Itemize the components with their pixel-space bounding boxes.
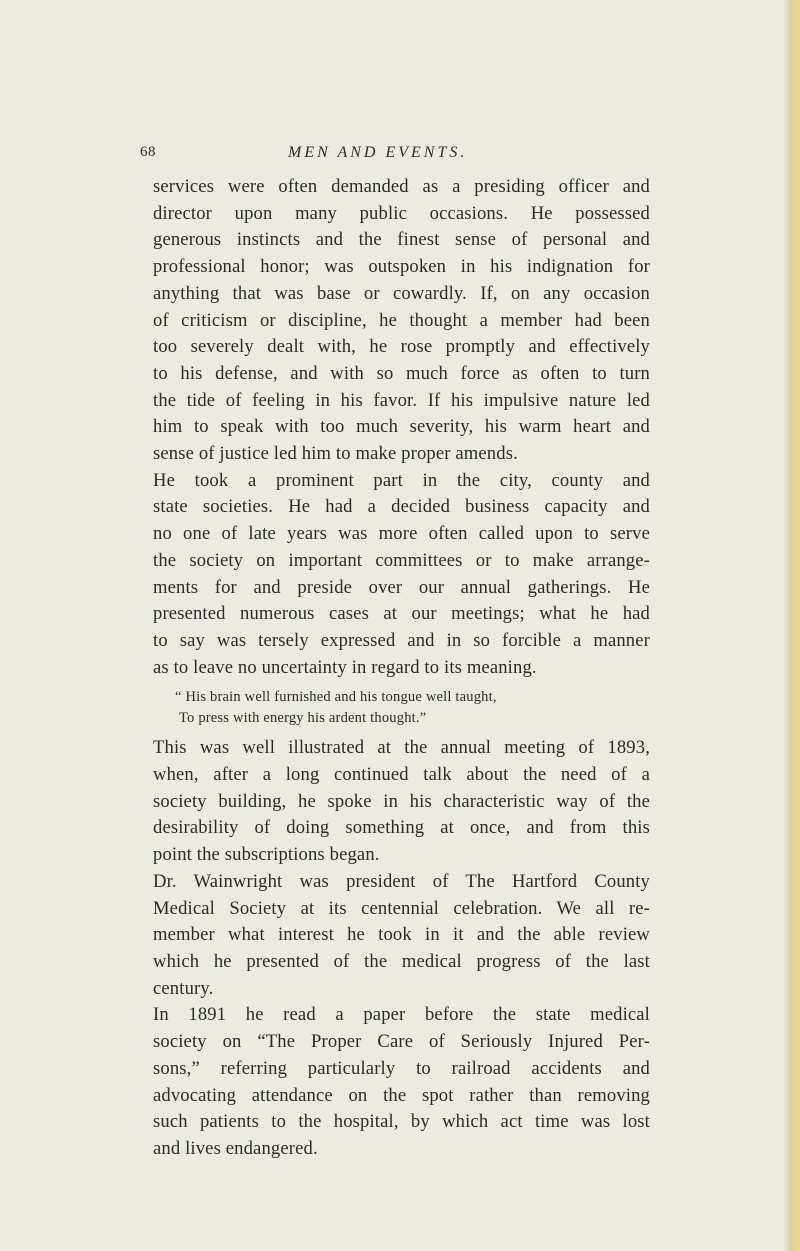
text-line: and lives endangered. xyxy=(153,1137,318,1159)
body-text xyxy=(153,174,650,1163)
text-line: He took a prominent part in the city, county and xyxy=(153,469,650,491)
text-line: to his defense, and with so much force as often to turn xyxy=(153,362,650,384)
text-line: as to leave no uncertainty in regard to its meaning. xyxy=(153,656,537,678)
text-line: professional honor; was outspoken in his indignation for xyxy=(153,256,650,278)
text-line: generous instincts and the finest sense of personal and xyxy=(153,229,650,251)
text-line: presented numerous cases at our meetings; what he had xyxy=(153,603,650,625)
text-line: ments for and preside over our annual gatherings. He xyxy=(153,576,650,598)
page-number: 68 xyxy=(140,144,156,160)
text-line: of criticism or discipline, he thought a member had been xyxy=(153,309,650,331)
paragraph-1 xyxy=(153,174,650,468)
text-line: member what interest he took in it and the able review xyxy=(153,924,650,946)
quote-line: To press with energy his ardent thought.” xyxy=(179,710,427,727)
verse-quote xyxy=(153,687,650,729)
text-line: which he presented of the medical progress of the last xyxy=(153,950,650,972)
text-line: the tide of feeling in his favor. If his impulsive nature led xyxy=(153,389,650,411)
text-line: such patients to the hospital, by which act time was lost xyxy=(153,1111,650,1133)
text-line: Medical Society at its centennial celebration. We all re- xyxy=(153,897,650,919)
text-line: state societies. He had a decided business capacity and xyxy=(153,496,650,518)
text-line: him to speak with too much severity, his warm heart and xyxy=(153,416,650,438)
paragraph-5 xyxy=(153,1002,650,1162)
text-line: Dr. Wainwright was president of The Hartford County xyxy=(153,870,650,892)
text-line: anything that was base or cowardly. If, on any occasion xyxy=(153,282,650,304)
paragraph-3 xyxy=(153,735,650,869)
running-head xyxy=(140,144,660,166)
quote-line: “ His brain well furnished and his tongue well taught, xyxy=(175,689,497,706)
text-line: too severely dealt with, he rose promptly and effectively xyxy=(153,336,650,358)
text-line: society building, he spoke in his characteristic way of the xyxy=(153,790,650,812)
text-line: This was well illustrated at the annual meeting of 1893, xyxy=(153,737,650,759)
text-line: services were often demanded as a presiding officer and xyxy=(153,176,650,197)
text-line: society on “The Proper Care of Seriously Injured Per- xyxy=(153,1031,650,1053)
page-edge-strip xyxy=(784,0,800,1251)
text-line: sense of justice led him to make proper amends. xyxy=(153,443,518,465)
text-line: point the subscriptions began. xyxy=(153,844,380,866)
paragraph-4 xyxy=(153,869,650,1003)
text-line: to say was tersely expressed and in so forcible a manner xyxy=(153,629,650,651)
text-line: desirability of doing something at once, and from this xyxy=(153,817,650,839)
text-line: century. xyxy=(153,977,214,999)
text-line: when, after a long continued talk about the need of a xyxy=(153,764,650,786)
text-line: director upon many public occasions. He possessed xyxy=(153,202,650,224)
text-line: In 1891 he read a paper before the state medical xyxy=(153,1004,650,1026)
text-line: no one of late years was more often called upon to serve xyxy=(153,523,650,545)
text-line: sons,” referring particularly to railroad accidents and xyxy=(153,1057,650,1079)
text-line: advocating attendance on the spot rather than removing xyxy=(153,1084,650,1106)
paragraph-2 xyxy=(153,468,650,682)
running-title: MEN AND EVENTS. xyxy=(288,144,468,161)
text-line: the society on important committees or to make arrange- xyxy=(153,549,650,571)
